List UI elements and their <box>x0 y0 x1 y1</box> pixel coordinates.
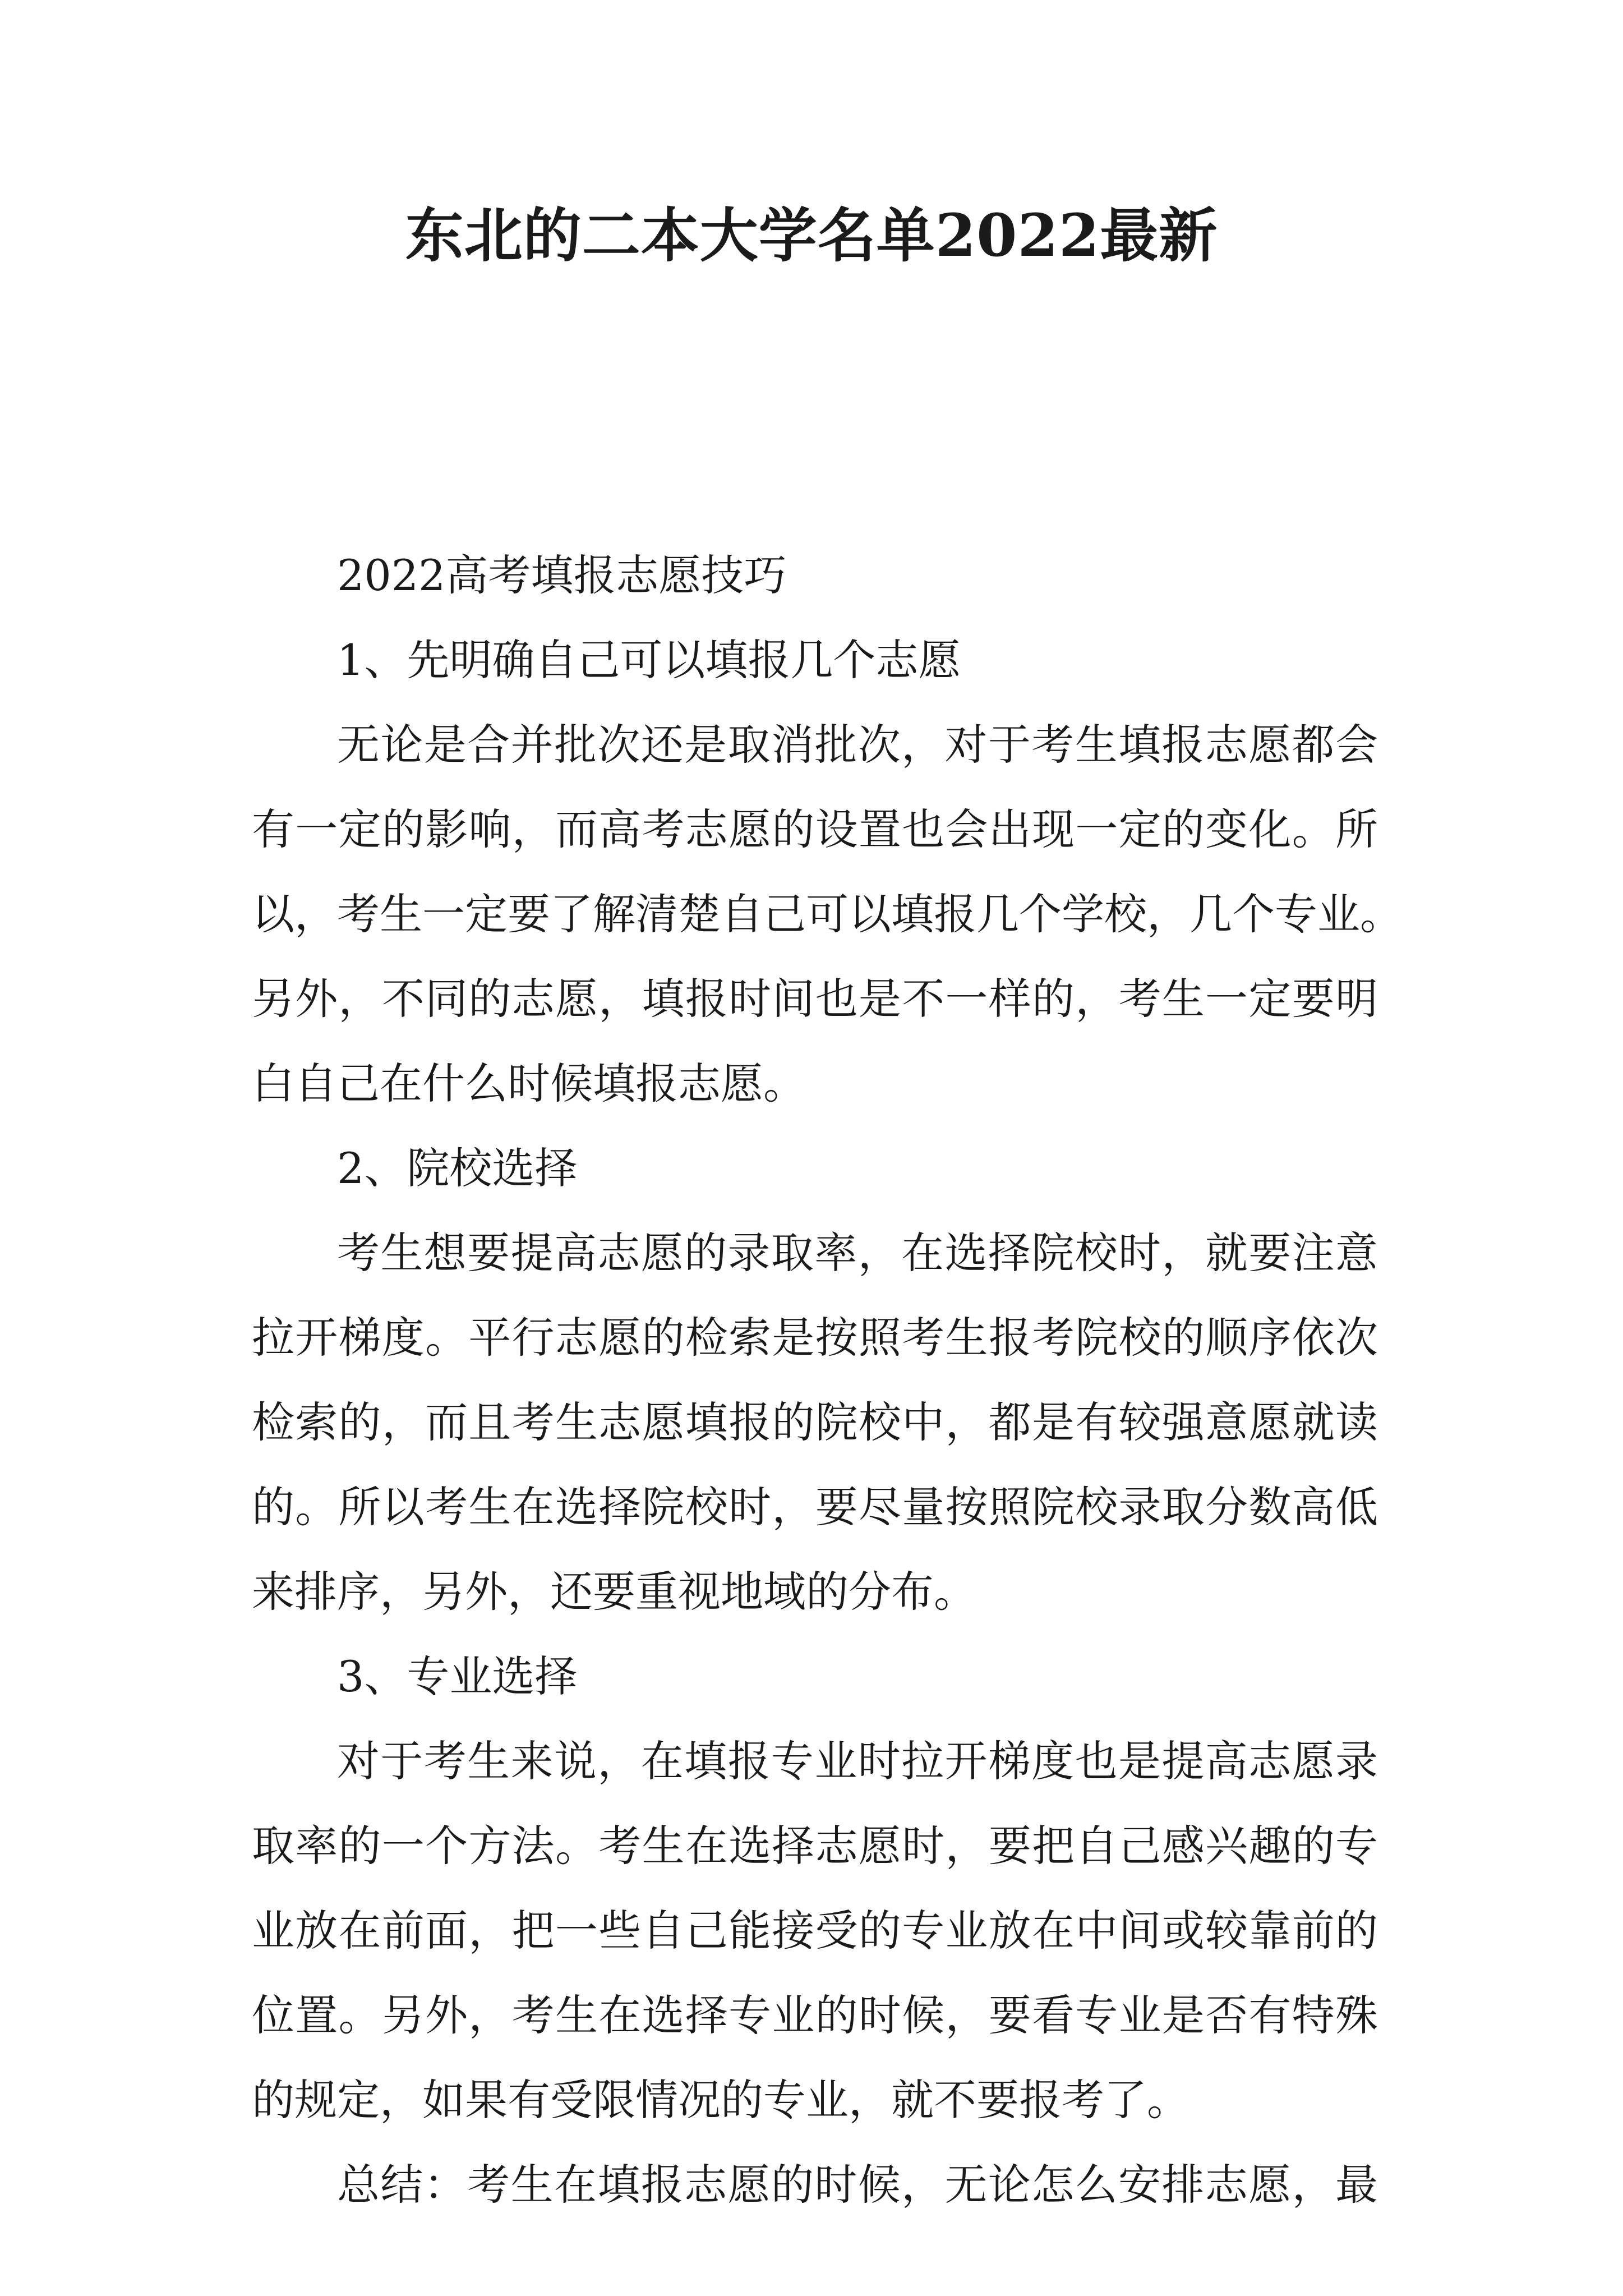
paragraph-line: 拉开梯度。平行志愿的检索是按照考生报考院校的顺序依次 <box>252 1313 1378 1363</box>
paragraph-line: 以，考生一定要了解清楚自己可以填报几个学校，几个专业。 <box>252 889 1403 939</box>
paragraph-line: 白自己在什么时候填报志愿。 <box>252 1059 806 1108</box>
paragraph-line: 取率的一个方法。考生在选择志愿时，要把自己感兴趣的专 <box>252 1821 1378 1871</box>
paragraph-line: 总结：考生在填报志愿的时候，无论怎么安排志愿，最 <box>337 2160 1378 2210</box>
subsection-heading: 2、院校选择 <box>337 1143 578 1193</box>
document-title: 东北的二本大学名单2022最新 <box>405 201 1218 270</box>
paragraph-line: 业放在前面，把一些自己能接受的专业放在中间或较靠前的 <box>252 1906 1378 1955</box>
paragraph-line: 考生想要提高志愿的录取率，在选择院校时，就要注意 <box>337 1228 1378 1278</box>
paragraph-line: 的规定，如果有受限情况的专业，就不要报考了。 <box>252 2075 1189 2125</box>
subsection-heading: 3、专业选择 <box>337 1651 578 1701</box>
paragraph-line: 对于考生来说，在填报专业时拉开梯度也是提高志愿录 <box>337 1736 1378 1786</box>
document-body <box>252 533 1403 2227</box>
paragraph-line: 有一定的影响，而高考志愿的设置也会出现一定的变化。所 <box>252 804 1378 854</box>
section-heading: 2022高考填报志愿技巧 <box>337 550 787 600</box>
subsection-heading: 1、先明确自己可以填报几个志愿 <box>337 635 961 685</box>
paragraph-line: 检索的，而且考生志愿填报的院校中，都是有较强意愿就读 <box>252 1397 1378 1447</box>
paragraph-line: 位置。另外，考生在选择专业的时候，要看专业是否有特殊 <box>252 1990 1378 2040</box>
paragraph-line: 无论是合并批次还是取消批次，对于考生填报志愿都会 <box>337 720 1378 770</box>
paragraph-line: 的。所以考生在选择院校时，要尽量按照院校录取分数高低 <box>252 1482 1378 1532</box>
paragraph-line: 来排序，另外，还要重视地域的分布。 <box>252 1567 976 1617</box>
paragraph-line: 另外，不同的志愿，填报时间也是不一样的，考生一定要明 <box>252 974 1378 1024</box>
